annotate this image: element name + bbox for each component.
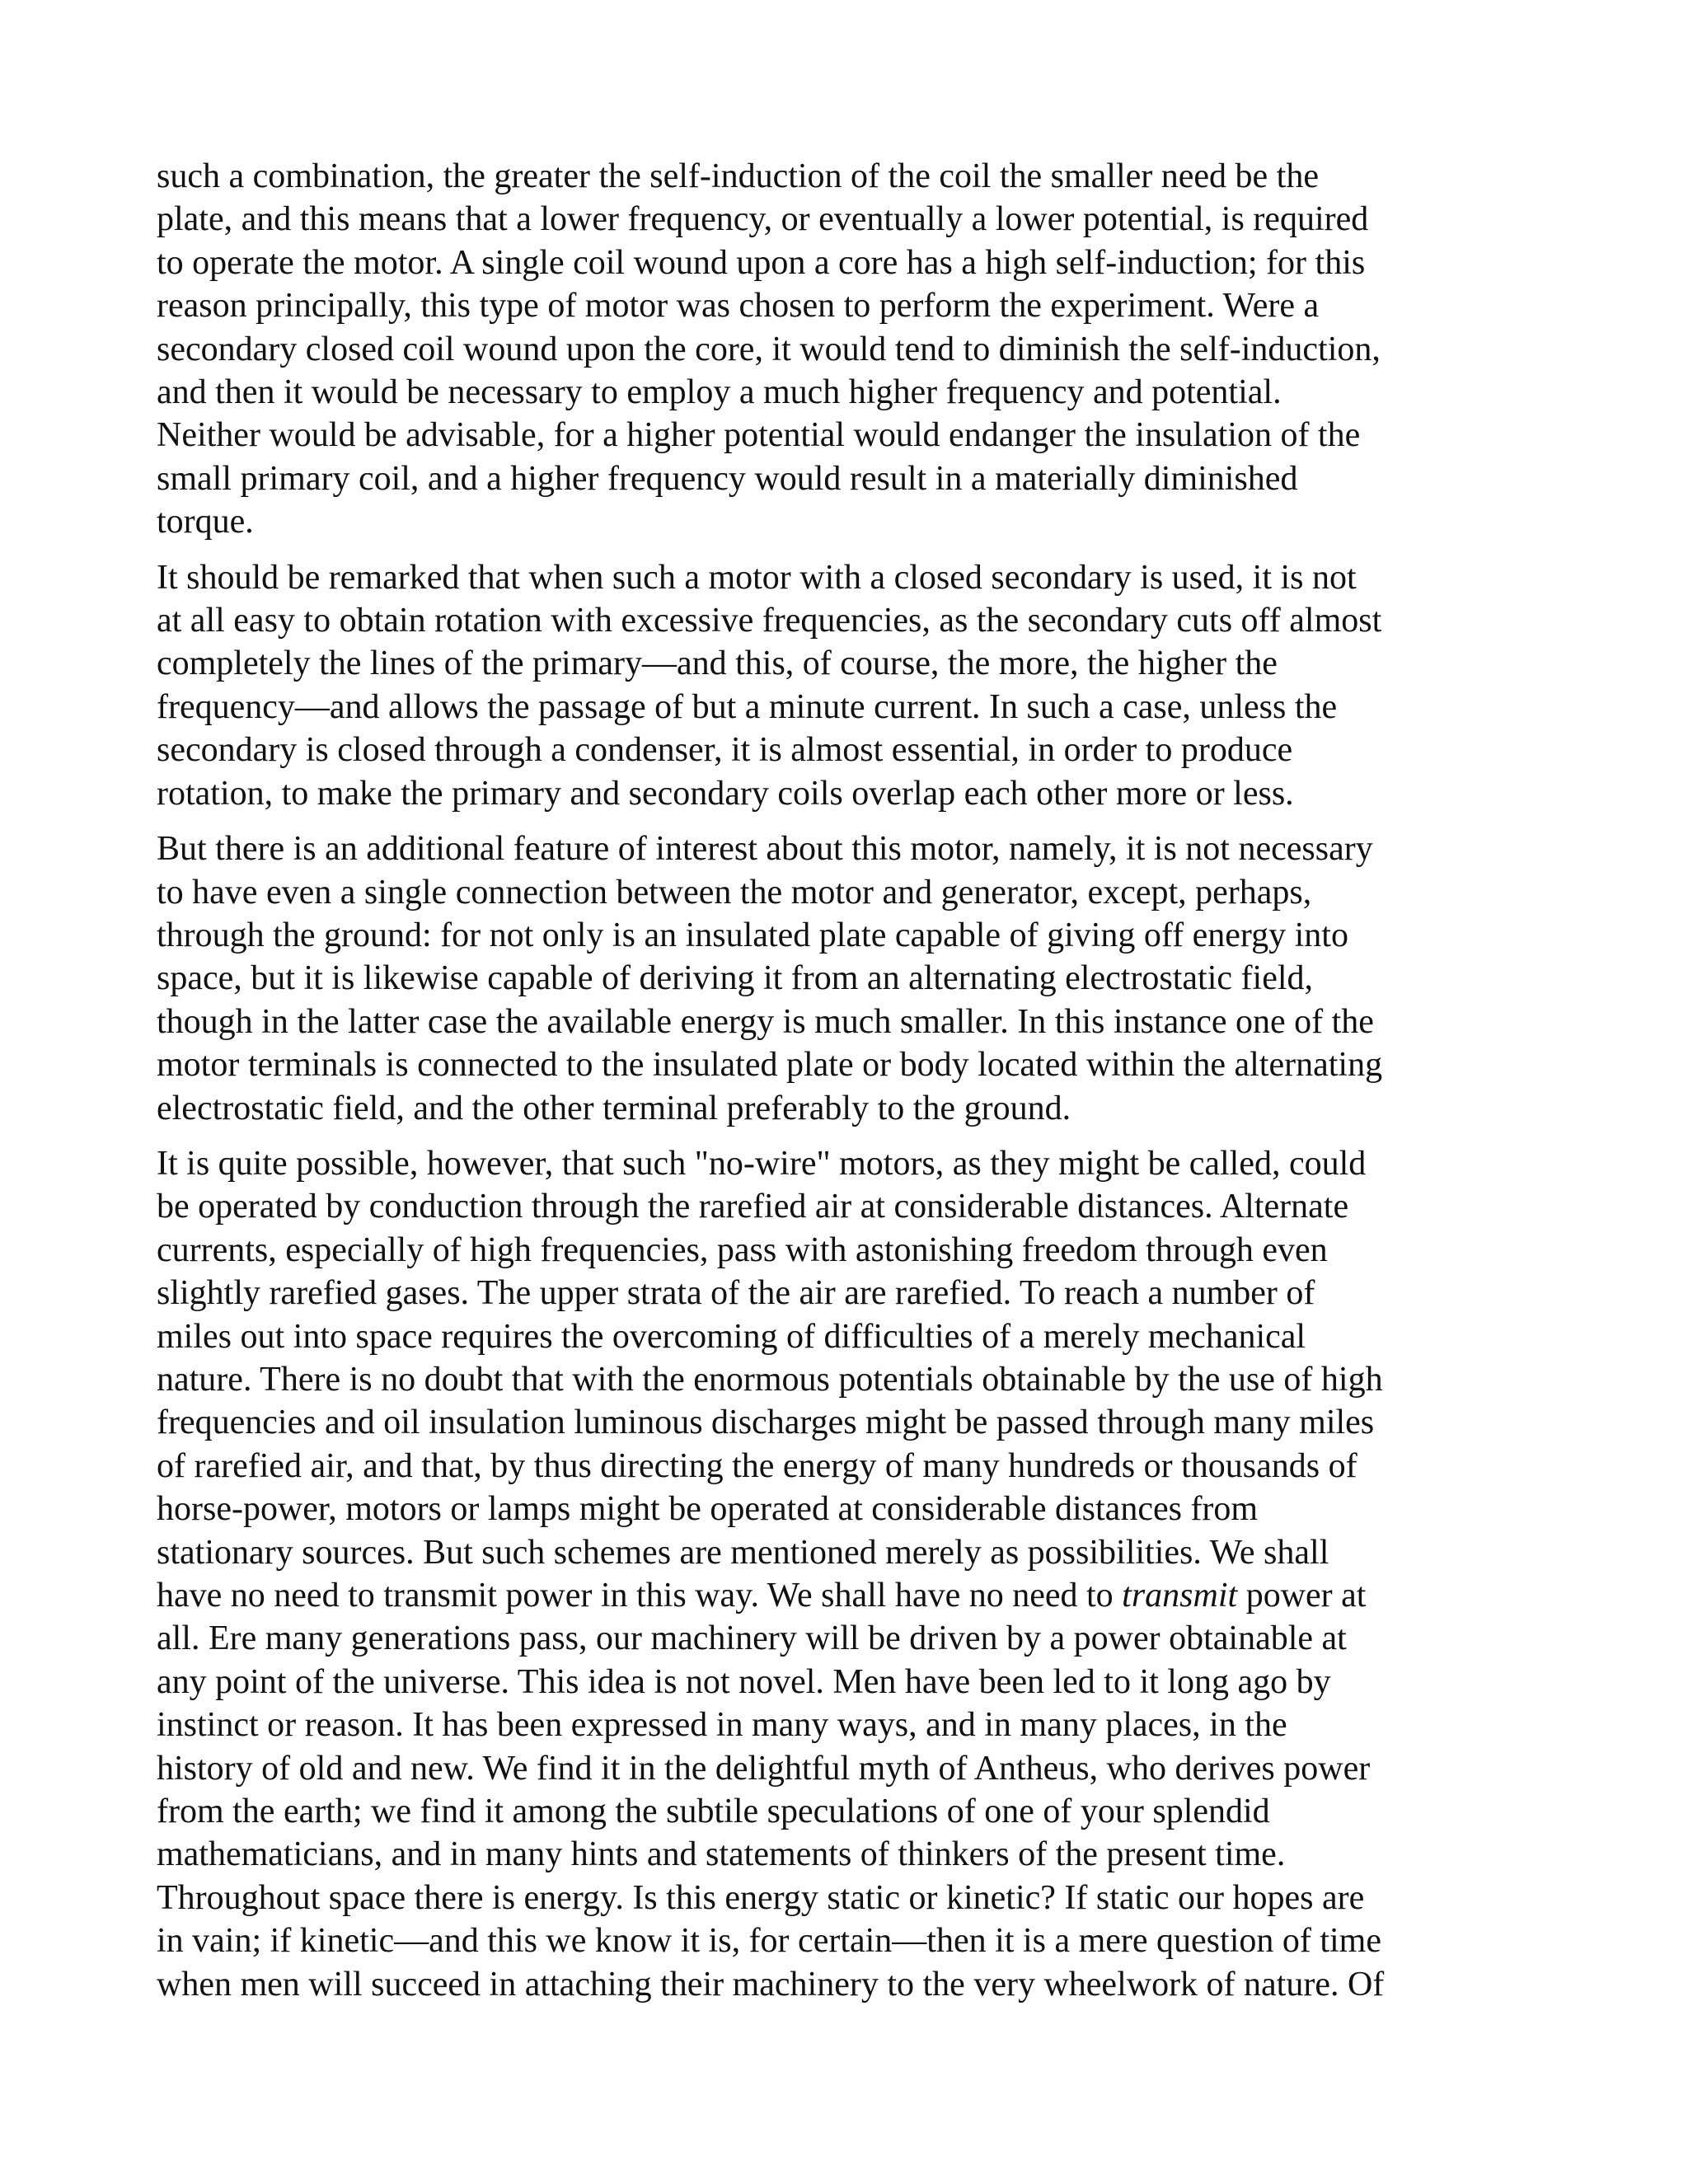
- text-line: small primary coil, and a higher frequency would result in a materially diminished: [157, 459, 1298, 498]
- text-line: stationary sources. But such schemes are mentioned merely as possibilities. We shall: [157, 1533, 1329, 1572]
- text-line: nature. There is no doubt that with the enormous potentials obtainable by the use of high: [157, 1360, 1383, 1399]
- text-line: to have even a single connection between the motor and generator, except, perhaps,: [157, 873, 1312, 912]
- paragraph-2: [157, 556, 1558, 815]
- text-line: in vain; if kinetic—and this we know it is, for certain—then it is a mere question of time: [157, 1922, 1381, 1961]
- text-line: of rarefied air, and that, by thus directing the energy of many hundreds or thousands of: [157, 1446, 1357, 1485]
- text-run: have no need to transmit power in this way. We shall have no need to: [157, 1577, 1123, 1615]
- document-page: [157, 155, 1558, 2018]
- text-line: though in the latter case the available energy is much smaller. In this instance one of the: [157, 1002, 1374, 1041]
- text-line: motor terminals is connected to the insulated plate or body located within the alternating: [157, 1046, 1383, 1085]
- text-line: It is quite possible, however, that such "no-wire" motors, as they might be called, could: [157, 1144, 1367, 1183]
- text-line: from the earth; we find it among the subtile speculations of one of your splendid: [157, 1793, 1270, 1831]
- text-line: It should be remarked that when such a motor with a closed secondary is used, it is not: [157, 558, 1357, 597]
- text-line: torque.: [157, 503, 254, 541]
- text-run: power at: [1237, 1577, 1367, 1615]
- text-line: history of old and new. We find it in the delightful myth of Antheus, who derives power: [157, 1749, 1371, 1788]
- text-line: reason principally, this type of motor was chosen to perform the experiment. Were a: [157, 287, 1320, 326]
- text-line: miles out into space requires the overcoming of difficulties of a merely mechanical: [157, 1317, 1306, 1356]
- text-line: through the ground: for not only is an insulated plate capable of giving off energy into: [157, 916, 1348, 954]
- text-line: at all easy to obtain rotation with excessive frequencies, as the secondary cuts off almost: [157, 602, 1382, 640]
- text-line: be operated by conduction through the rarefied air at considerable distances. Alternate: [157, 1188, 1349, 1226]
- text-line: currents, especially of high frequencies, pass with astonishing freedom through even: [157, 1230, 1328, 1269]
- paragraph-4: [157, 1142, 1558, 2006]
- text-line: when men will succeed in attaching their machinery to the very wheelwork of nature. Of: [157, 1965, 1385, 2004]
- paragraph-3: [157, 827, 1558, 1130]
- text-line: electrostatic field, and the other terminal preferably to the ground.: [157, 1089, 1071, 1127]
- text-line: slightly rarefied gases. The upper strata of the air are rarefied. To reach a number of: [157, 1274, 1315, 1313]
- text-line: frequency—and allows the passage of but a minute current. In such a case, unless the: [157, 687, 1338, 726]
- text-line: completely the lines of the primary—and this, of course, the more, the higher the: [157, 644, 1278, 683]
- text-line: and then it would be necessary to employ a much higher frequency and potential.: [157, 373, 1282, 412]
- text-line: secondary closed coil wound upon the core, it would tend to diminish the self-induction,: [157, 330, 1381, 368]
- text-line: frequencies and oil insulation luminous discharges might be passed through many miles: [157, 1404, 1375, 1442]
- text-line: mathematicians, and in many hints and statements of thinkers of the present time.: [157, 1835, 1286, 1874]
- text-line: But there is an additional feature of interest about this motor, namely, it is not necessary: [157, 830, 1373, 869]
- text-line: to operate the motor. A single coil wound upon a core has a high self-induction; for this: [157, 243, 1366, 282]
- text-line: space, but it is likewise capable of deriving it from an alternating electrostatic field,: [157, 959, 1314, 998]
- text-line: plate, and this means that a lower frequency, or eventually a lower potential, is required: [157, 200, 1369, 239]
- text-line: Throughout space there is energy. Is this energy static or kinetic? If static our hopes are: [157, 1878, 1365, 1917]
- text-line-with-emphasis: [157, 1574, 1558, 1617]
- emphasized-word: transmit: [1122, 1577, 1238, 1615]
- text-line: instinct or reason. It has been expressed in many ways, and in many places, in the: [157, 1706, 1287, 1745]
- text-line: rotation, to make the primary and secondary coils overlap each other more or less.: [157, 774, 1294, 813]
- text-line: horse-power, motors or lamps might be operated at considerable distances from: [157, 1490, 1259, 1529]
- text-line: any point of the universe. This idea is not novel. Men have been led to it long ago by: [157, 1662, 1331, 1701]
- text-line: secondary is closed through a condenser, it is almost essential, in order to produce: [157, 731, 1293, 770]
- text-line: all. Ere many generations pass, our machinery will be driven by a power obtainable at: [157, 1619, 1347, 1658]
- paragraph-1: [157, 155, 1558, 544]
- text-line: Neither would be advisable, for a higher potential would endanger the insulation of the: [157, 416, 1361, 455]
- text-line: such a combination, the greater the self-induction of the coil the smaller need be the: [157, 157, 1319, 195]
